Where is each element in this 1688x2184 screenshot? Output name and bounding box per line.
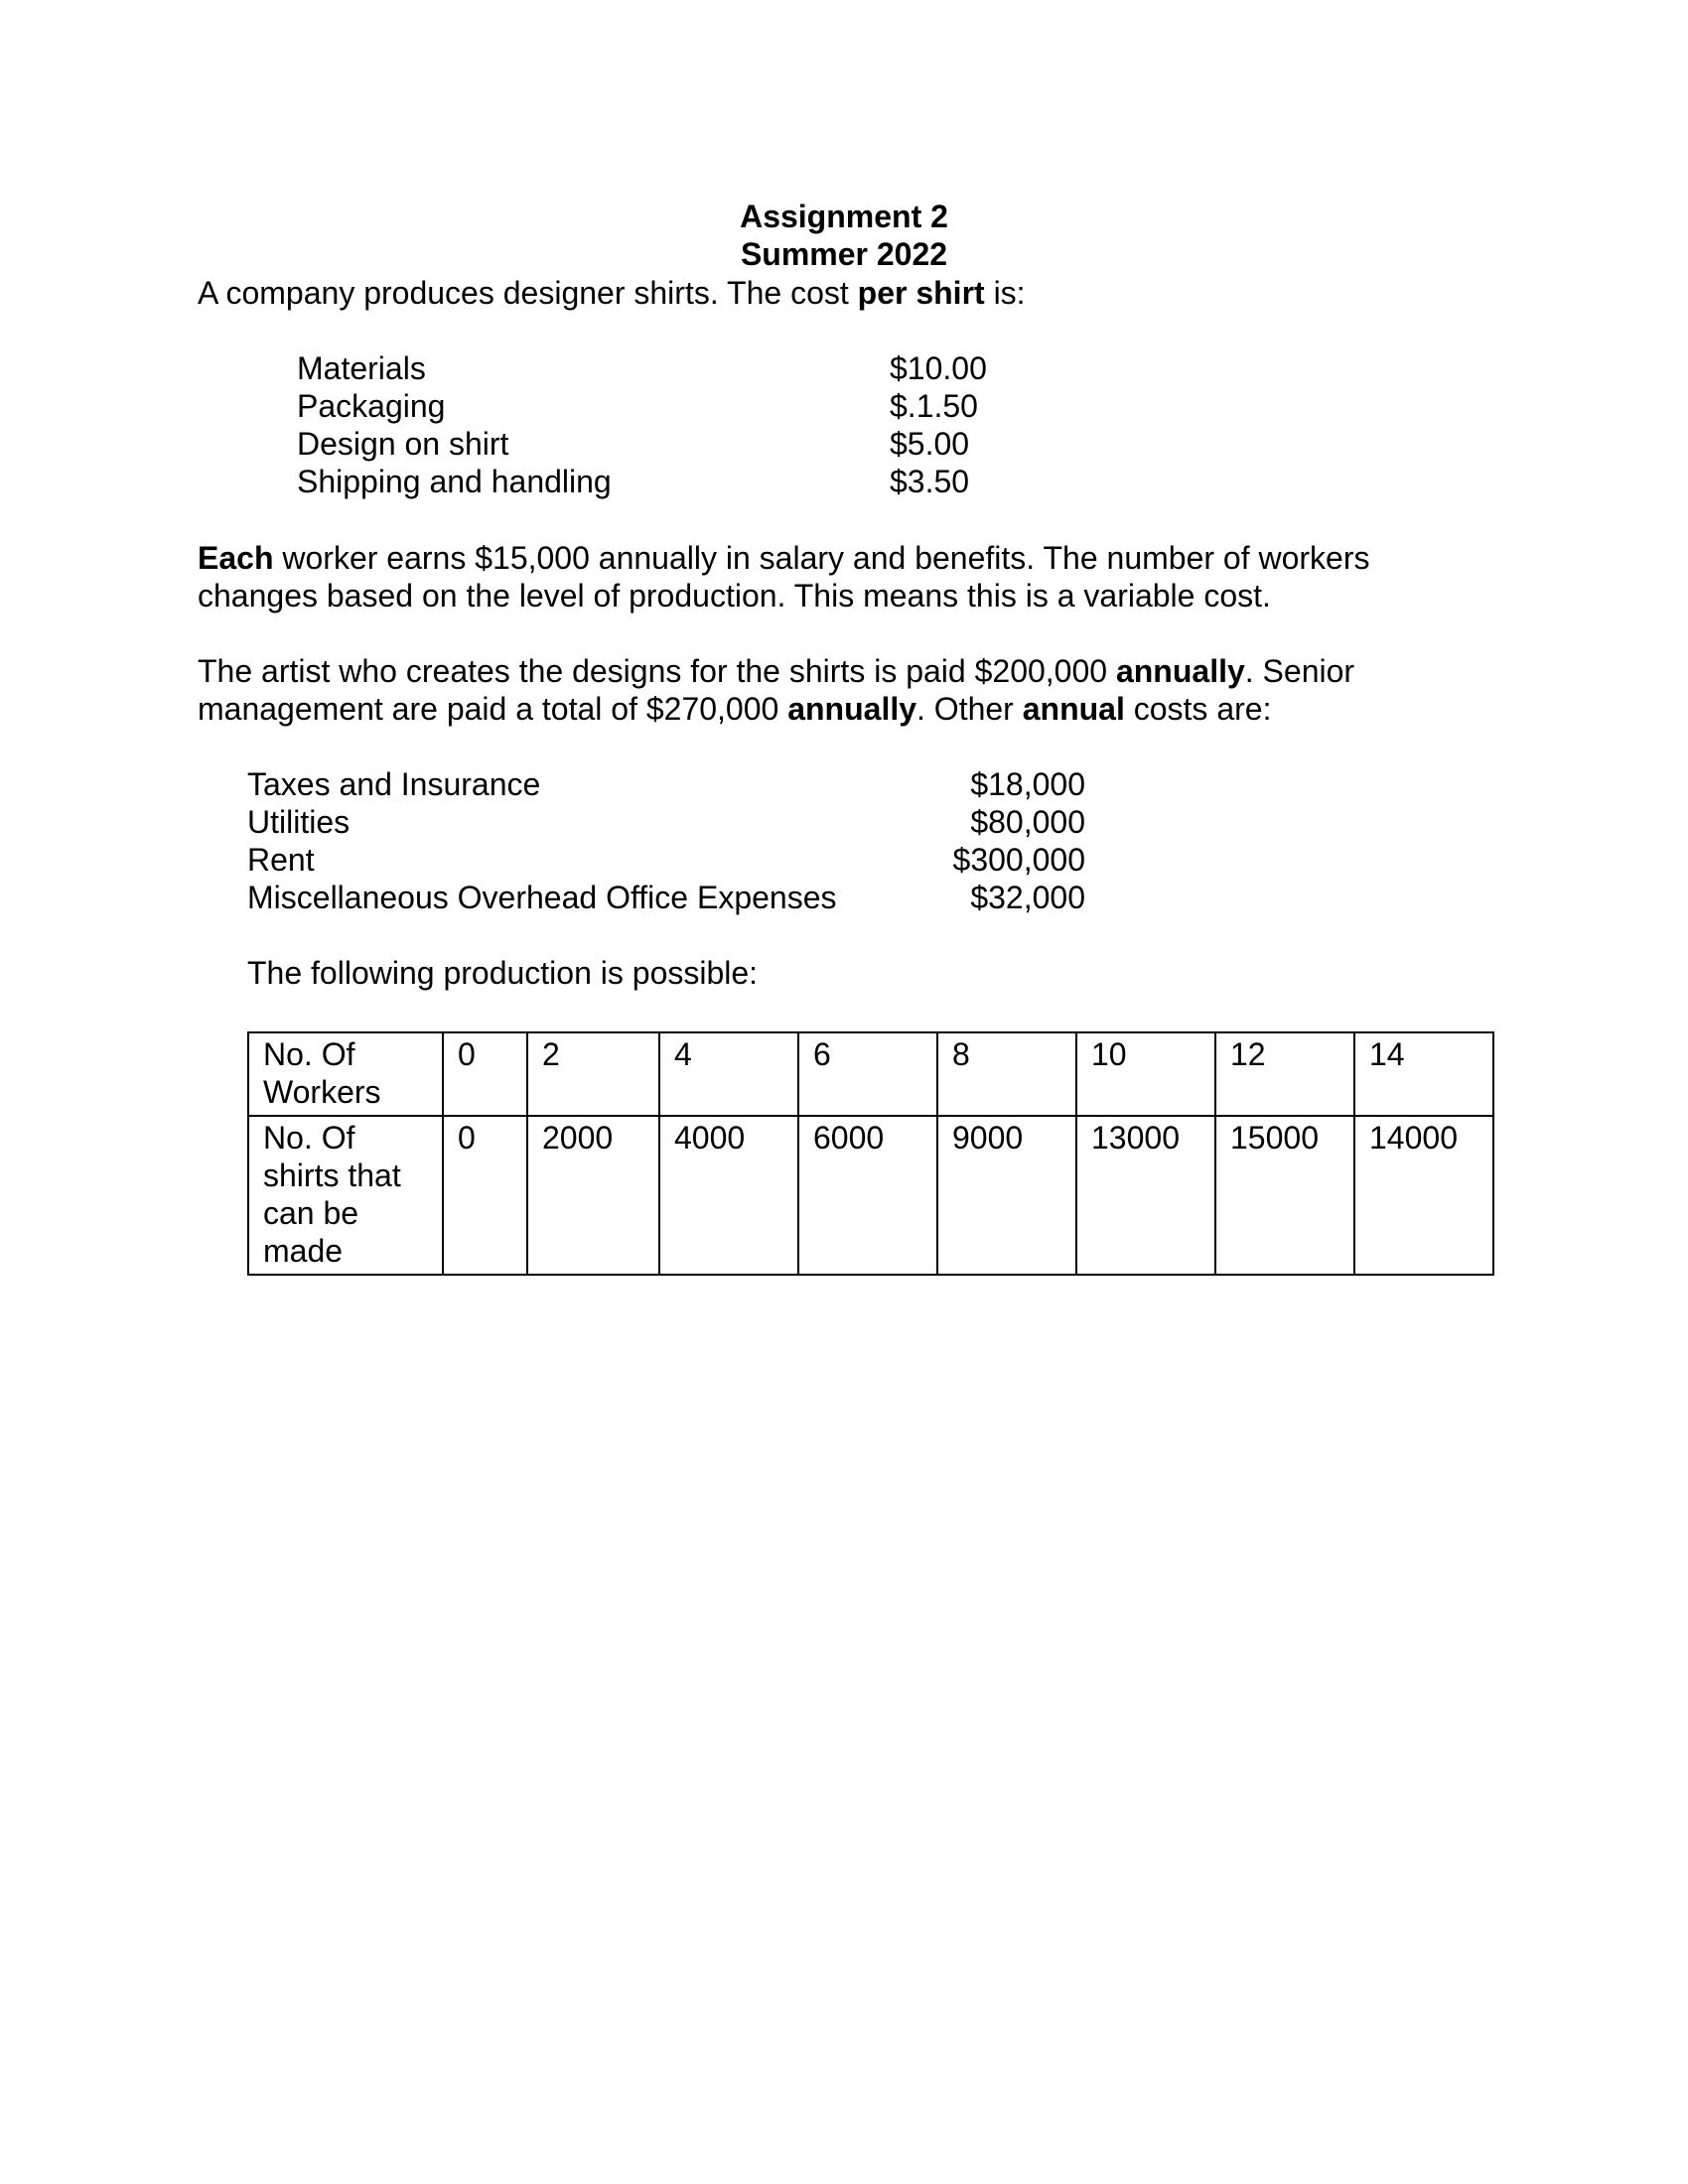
annual-cost-value: $18,000 — [970, 766, 1085, 802]
workers-cell: 0 — [443, 1032, 527, 1116]
cost-value: $10.00 — [890, 350, 987, 386]
workers-cell: 8 — [937, 1032, 1076, 1116]
artist-line-1: The artist who creates the designs for the shirts is paid $200,000 annually. Senior — [198, 653, 1355, 689]
intro-line: A company produces designer shirts. The cost per shirt is: — [198, 275, 1026, 311]
worker-line-1: Each worker earns $15,000 annually in salary and benefits. The number of workers — [198, 540, 1370, 576]
cost-label: Design on shirt — [297, 426, 509, 462]
shirts-cell: 4000 — [659, 1116, 798, 1275]
row-header-shirts: No. Of shirts that can be made — [248, 1116, 443, 1275]
production-intro: The following production is possible: — [247, 955, 759, 991]
workers-cell: 2 — [527, 1032, 659, 1116]
annual-cost-value: $32,000 — [970, 880, 1085, 915]
cost-value: $3.50 — [890, 464, 970, 499]
shirts-cell: 9000 — [937, 1116, 1076, 1275]
annual-cost-label: Utilities — [247, 804, 351, 840]
shirts-cell: 6000 — [798, 1116, 937, 1275]
annual-cost-value: $300,000 — [952, 842, 1085, 878]
artist-line-2: management are paid a total of $270,000 annually. Other annual costs are: — [198, 691, 1272, 727]
workers-cell: 10 — [1076, 1032, 1215, 1116]
annual-cost-value: $80,000 — [970, 804, 1085, 840]
cost-label: Shipping and handling — [297, 464, 612, 499]
worker-line-2: changes based on the level of production. This means this is a variable cost. — [198, 578, 1271, 614]
row-header-workers: No. Of Workers — [248, 1032, 443, 1116]
workers-cell: 6 — [798, 1032, 937, 1116]
cost-value: $5.00 — [890, 426, 970, 462]
shirts-cell: 15000 — [1215, 1116, 1354, 1275]
workers-cell: 4 — [659, 1032, 798, 1116]
document-term: Summer 2022 — [740, 236, 948, 272]
shirts-cell: 2000 — [527, 1116, 659, 1275]
cost-label: Packaging — [297, 388, 446, 424]
annual-cost-label: Rent — [247, 842, 315, 878]
table-row — [248, 1116, 1493, 1275]
shirts-cell: 14000 — [1354, 1116, 1493, 1275]
shirts-cell: 0 — [443, 1116, 527, 1275]
production-table — [247, 1031, 1494, 1276]
cost-label: Materials — [297, 350, 426, 386]
workers-cell: 14 — [1354, 1032, 1493, 1116]
annual-cost-label: Taxes and Insurance — [247, 766, 541, 802]
cost-value: $.1.50 — [890, 388, 978, 424]
annual-cost-label: Miscellaneous Overhead Office Expenses — [247, 880, 837, 915]
table-row — [248, 1032, 1493, 1116]
workers-cell: 12 — [1215, 1032, 1354, 1116]
shirts-cell: 13000 — [1076, 1116, 1215, 1275]
document-title: Assignment 2 — [740, 199, 948, 234]
